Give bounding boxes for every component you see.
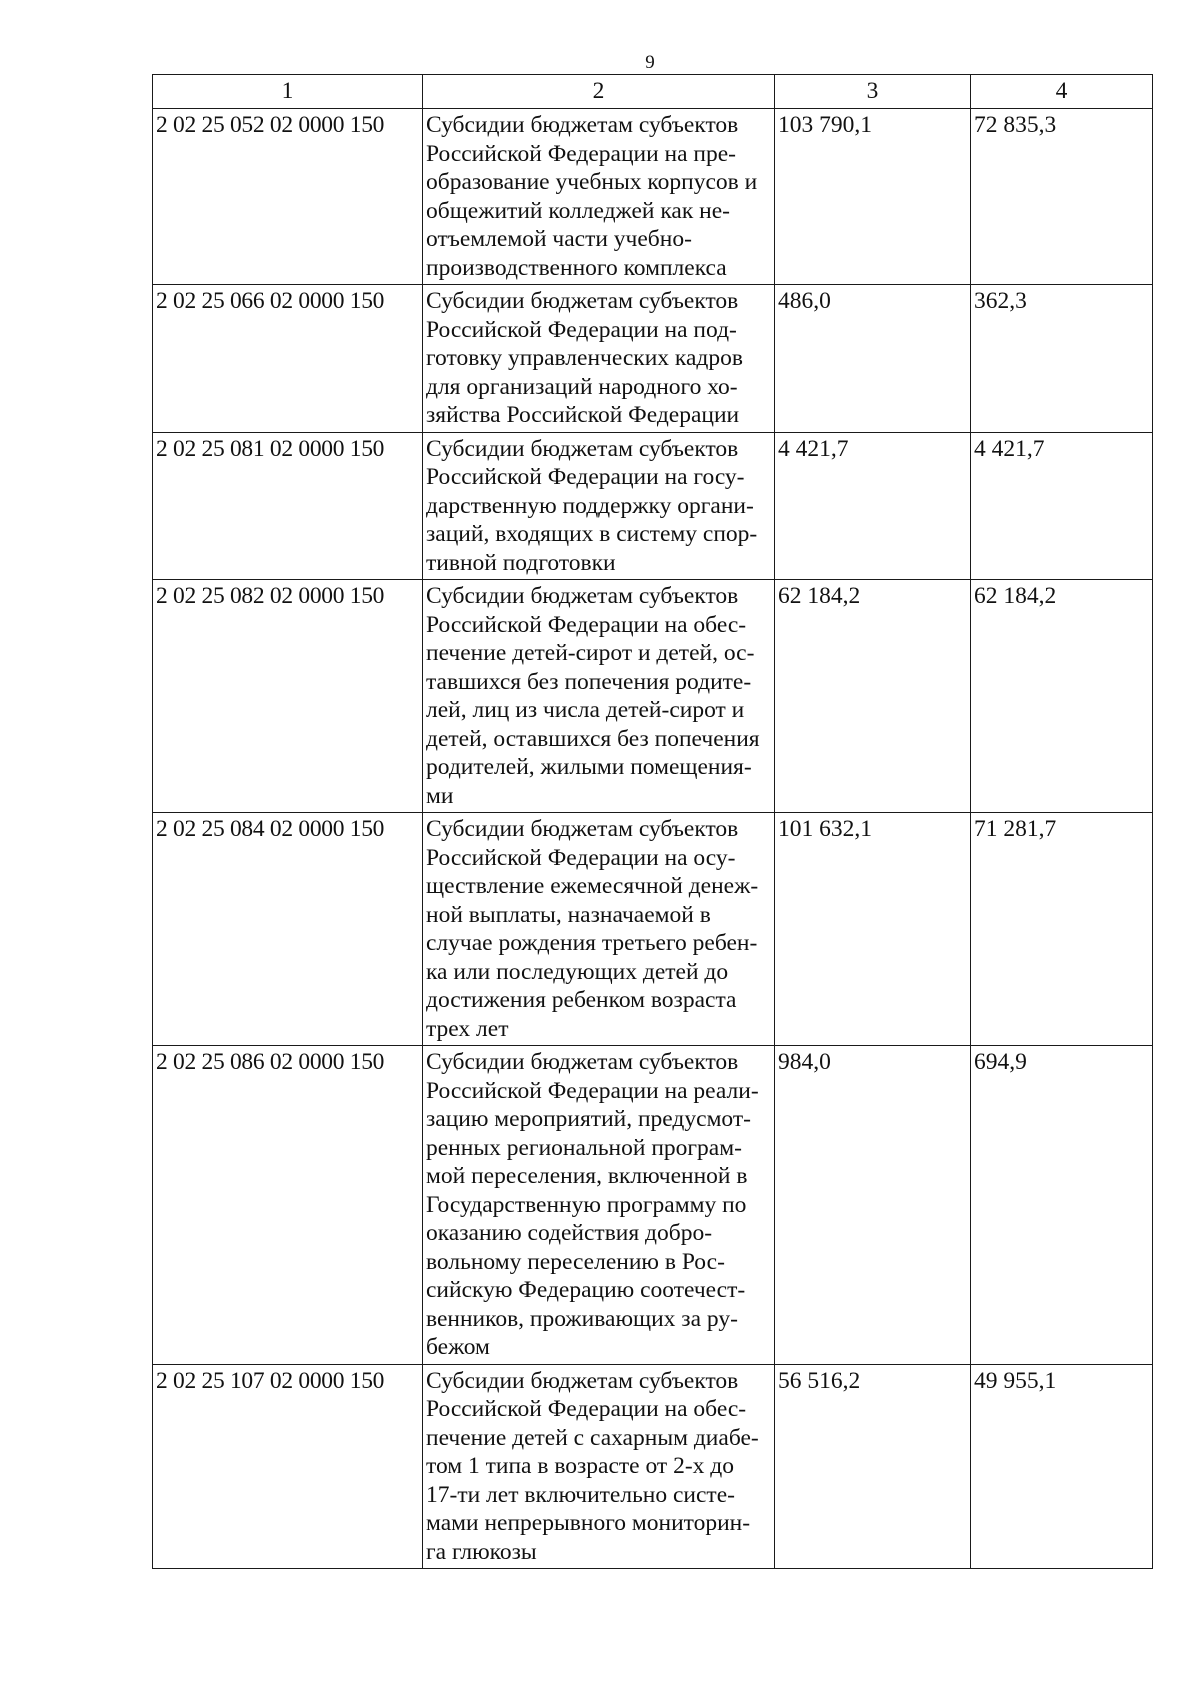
description-line: Российской Федерации на осу- bbox=[426, 844, 736, 871]
description-line: ка или последующих детей до bbox=[426, 958, 729, 985]
description-line: мами непрерывного мониторин- bbox=[426, 1510, 751, 1536]
value-col4-cell: 49 955,1 bbox=[971, 1364, 1153, 1569]
header-col-1: 1 bbox=[153, 75, 423, 109]
table-row bbox=[153, 285, 1153, 433]
description-line: дарственную поддержку органи- bbox=[426, 492, 754, 519]
value-col3-cell: 101 632,1 bbox=[775, 813, 971, 1046]
description-line: бежом bbox=[426, 1334, 490, 1360]
description-line: Российской Федерации на обес- bbox=[426, 611, 747, 638]
budget-code-cell: 2 02 25 084 02 0000 150 bbox=[153, 813, 423, 1046]
description-line: Субсидии бюджетам субъектов bbox=[426, 816, 739, 842]
table-row bbox=[153, 109, 1153, 285]
description-line: сийскую Федерацию соотечест- bbox=[426, 1277, 746, 1303]
description-line: ренных региональной програм- bbox=[426, 1134, 742, 1161]
description-line: для организаций народного хо- bbox=[426, 373, 738, 400]
description-cell bbox=[423, 813, 775, 1046]
value-col4-cell: 694,9 bbox=[971, 1046, 1153, 1365]
value-col4-cell: 62 184,2 bbox=[971, 580, 1153, 813]
description-line: Российской Федерации на госу- bbox=[426, 464, 745, 490]
description-line: Субсидии бюджетам субъектов bbox=[426, 1049, 739, 1075]
description-cell bbox=[423, 109, 775, 285]
budget-code-cell: 2 02 25 081 02 0000 150 bbox=[153, 432, 423, 580]
table-row bbox=[153, 580, 1153, 813]
description-line: тивной подготовки bbox=[426, 549, 616, 576]
description-cell bbox=[423, 285, 775, 433]
page-number: 9 bbox=[645, 52, 655, 73]
table-row bbox=[153, 1364, 1153, 1569]
value-col3-cell: 103 790,1 bbox=[775, 109, 971, 285]
description-line: родителей, жилыми помещения- bbox=[426, 754, 752, 780]
description-line: оказанию содействия добро- bbox=[426, 1220, 713, 1246]
description-line: отъемлемой части учебно- bbox=[426, 226, 692, 252]
budget-code-cell: 2 02 25 066 02 0000 150 bbox=[153, 285, 423, 433]
budget-table bbox=[152, 74, 1153, 1569]
description-line: ществление ежемесячной денеж- bbox=[426, 873, 759, 899]
description-line: печение детей с сахарным диабе- bbox=[426, 1424, 759, 1451]
description-line: случае рождения третьего ребен- bbox=[426, 930, 758, 956]
header-col-4: 4 bbox=[971, 75, 1153, 109]
header-col-3: 3 bbox=[775, 75, 971, 109]
description-line: лей, лиц из числа детей-сирот и bbox=[426, 697, 745, 723]
description-line: печение детей-сирот и детей, ос- bbox=[426, 640, 755, 666]
description-line: Российской Федерации на под- bbox=[426, 316, 737, 343]
description-line: 17-ти лет включительно систе- bbox=[426, 1481, 735, 1508]
description-cell bbox=[423, 1364, 775, 1569]
description-line: Российской Федерации на пре- bbox=[426, 140, 737, 167]
header-row bbox=[153, 75, 1153, 109]
value-col3-cell: 486,0 bbox=[775, 285, 971, 433]
description-line: общежитий колледжей как не- bbox=[426, 197, 730, 224]
description-line: заций, входящих в систему спор- bbox=[426, 521, 758, 547]
value-col3-cell: 62 184,2 bbox=[775, 580, 971, 813]
description-line: тавшихся без попечения родите- bbox=[426, 668, 752, 695]
description-line: Субсидии бюджетам субъектов bbox=[426, 435, 739, 462]
value-col4-cell: 362,3 bbox=[971, 285, 1153, 433]
value-col3-cell: 4 421,7 bbox=[775, 432, 971, 580]
description-line: Субсидии бюджетам субъектов bbox=[426, 288, 739, 314]
description-line: Субсидии бюджетам субъектов bbox=[426, 112, 739, 138]
description-line: зацию мероприятий, предусмот- bbox=[426, 1106, 751, 1132]
description-line: Государственную программу по bbox=[426, 1191, 747, 1218]
description-cell bbox=[423, 432, 775, 580]
table-row bbox=[153, 1046, 1153, 1365]
budget-code-cell: 2 02 25 086 02 0000 150 bbox=[153, 1046, 423, 1365]
description-line: Российской Федерации на реали- bbox=[426, 1077, 759, 1104]
header-col-2: 2 bbox=[423, 75, 775, 109]
description-line: детей, оставшихся без попечения bbox=[426, 725, 760, 752]
description-line: Субсидии бюджетам субъектов bbox=[426, 1367, 739, 1394]
description-line: га глюкозы bbox=[426, 1538, 537, 1565]
description-line: трех лет bbox=[426, 1015, 509, 1042]
table-row bbox=[153, 813, 1153, 1046]
table-row bbox=[153, 432, 1153, 580]
description-line: достижения ребенком возраста bbox=[426, 987, 737, 1013]
description-line: готовку управленческих кадров bbox=[426, 345, 743, 371]
description-line: мой переселения, включенной в bbox=[426, 1163, 748, 1189]
value-col4-cell: 71 281,7 bbox=[971, 813, 1153, 1046]
description-line: том 1 типа в возрасте от 2-х до bbox=[426, 1453, 734, 1479]
description-line: вольному переселению в Рос- bbox=[426, 1248, 725, 1275]
description-line: ной выплаты, назначаемой в bbox=[426, 901, 711, 928]
budget-code-cell: 2 02 25 082 02 0000 150 bbox=[153, 580, 423, 813]
value-col3-cell: 984,0 bbox=[775, 1046, 971, 1365]
budget-code-cell: 2 02 25 107 02 0000 150 bbox=[153, 1364, 423, 1569]
budget-code-cell: 2 02 25 052 02 0000 150 bbox=[153, 109, 423, 285]
description-line: зяйства Российской Федерации bbox=[426, 402, 740, 428]
value-col4-cell: 4 421,7 bbox=[971, 432, 1153, 580]
value-col3-cell: 56 516,2 bbox=[775, 1364, 971, 1569]
table-body bbox=[153, 109, 1153, 1569]
description-line: Субсидии бюджетам субъектов bbox=[426, 583, 739, 609]
description-line: венников, проживающих за ру- bbox=[426, 1305, 738, 1332]
description-line: образование учебных корпусов и bbox=[426, 169, 758, 195]
description-cell bbox=[423, 580, 775, 813]
description-line: ми bbox=[426, 782, 454, 809]
description-line: Российской Федерации на обес- bbox=[426, 1396, 747, 1422]
description-line: производственного комплекса bbox=[426, 254, 727, 281]
value-col4-cell: 72 835,3 bbox=[971, 109, 1153, 285]
description-cell bbox=[423, 1046, 775, 1365]
